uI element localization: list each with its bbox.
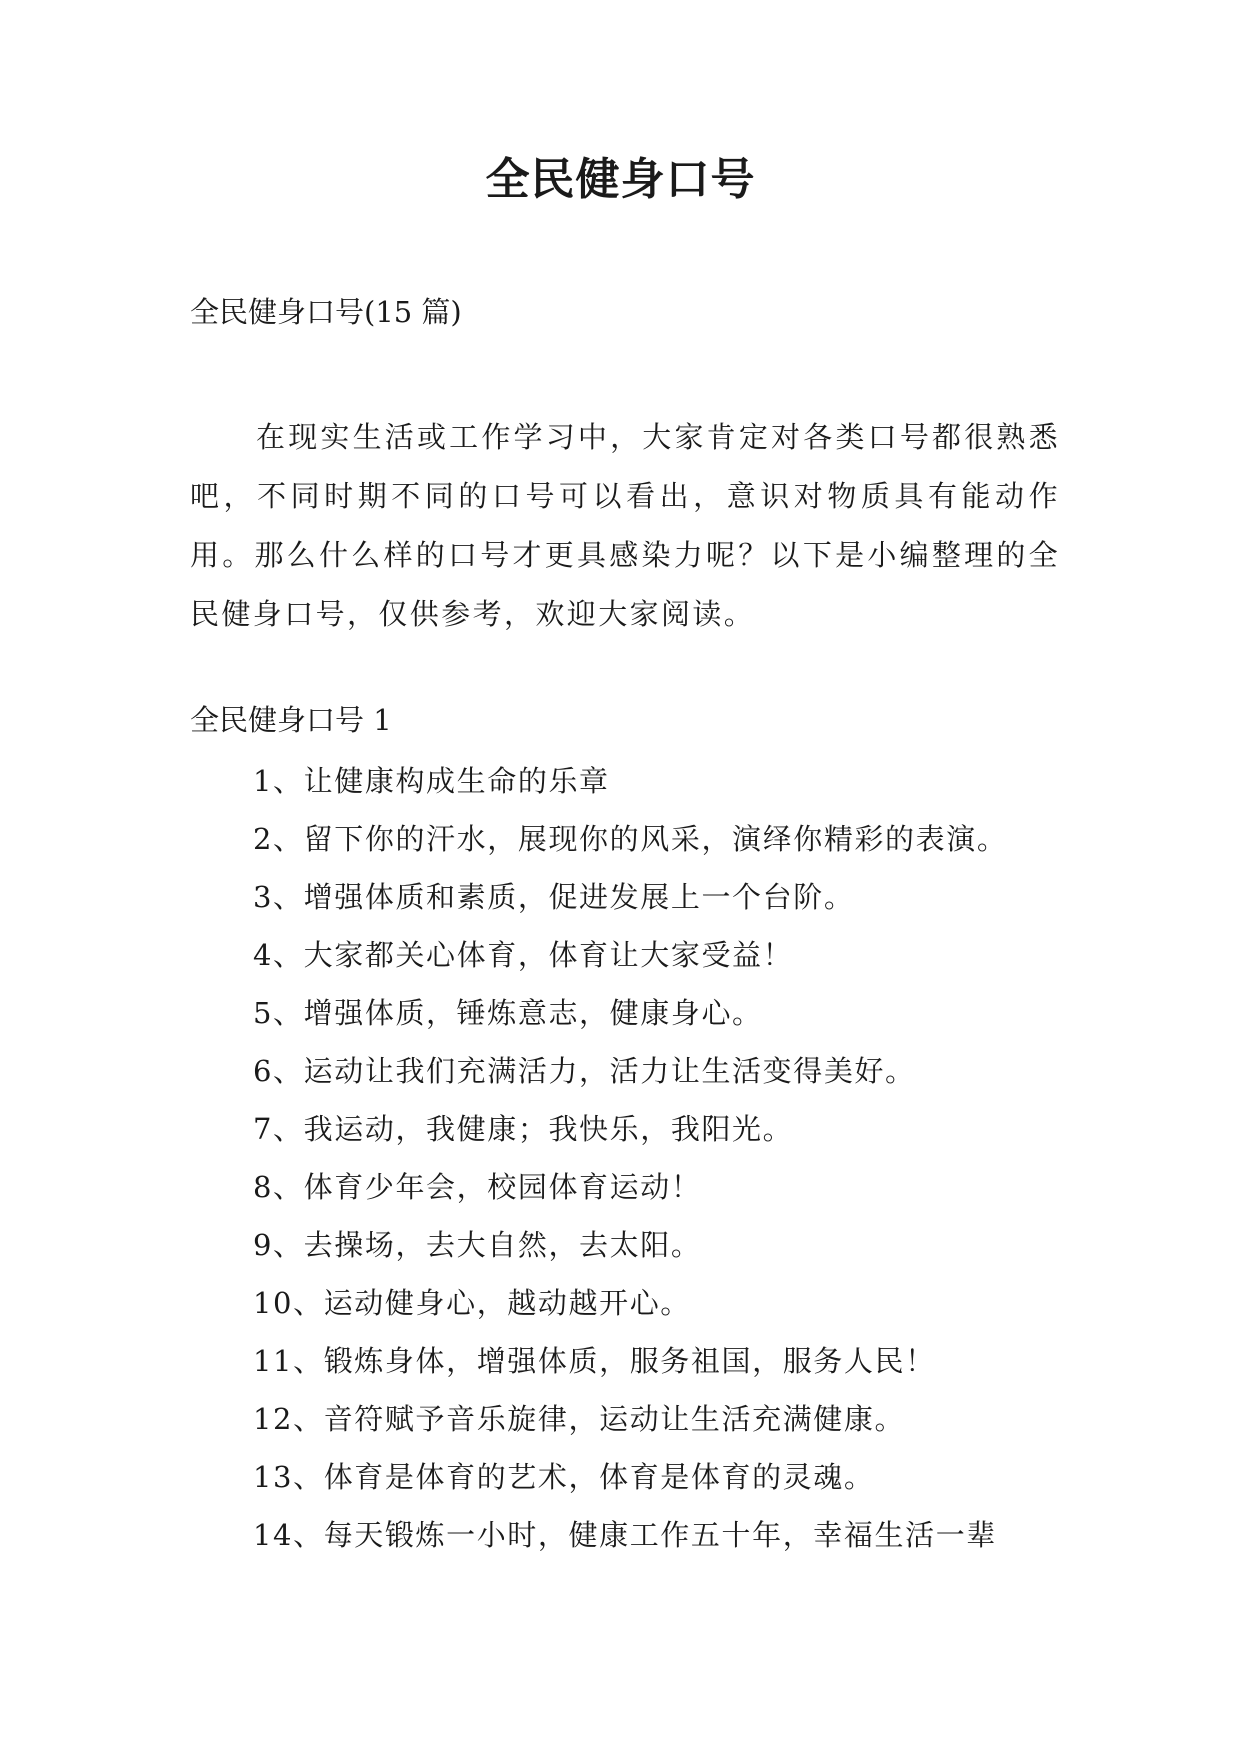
slogan-item: 3、增强体质和素质，促进发展上一个台阶。 bbox=[253, 880, 855, 914]
section-heading: 全民健身口号 1 bbox=[190, 703, 392, 737]
slogan-item: 14、每天锻炼一小时，健康工作五十年，幸福生活一辈 bbox=[253, 1518, 997, 1552]
document-title: 全民健身口号 bbox=[485, 154, 756, 205]
slogan-item: 10、运动健身心，越动越开心。 bbox=[253, 1286, 691, 1320]
slogan-item: 7、我运动，我健康；我快乐，我阳光。 bbox=[253, 1112, 794, 1146]
slogan-item: 5、增强体质，锤炼意志，健康身心。 bbox=[253, 996, 763, 1030]
slogan-item: 9、去操场，去大自然，去太阳。 bbox=[253, 1228, 702, 1262]
slogan-item: 6、运动让我们充满活力，活力让生活变得美好。 bbox=[253, 1054, 916, 1088]
slogan-item: 4、大家都关心体育，体育让大家受益！ bbox=[253, 938, 794, 972]
slogan-list bbox=[253, 752, 1213, 1564]
slogan-item: 11、锻炼身体，增强体质，服务祖国，服务人民！ bbox=[253, 1344, 936, 1378]
slogan-item: 8、体育少年会，校园体育运动！ bbox=[253, 1170, 702, 1204]
slogan-item: 2、留下你的汗水，展现你的风采，演绎你精彩的表演。 bbox=[253, 822, 1008, 856]
intro-paragraph: 在现实生活或工作学习中，大家肯定对各类口号都很熟悉吧，不同时期不同的口号可以看出，意识对物质具有能动作用。那么什么样的口号才更具感染力呢？以下是小编整理的全民健身口号，仅供参考，欢迎大家阅读。 bbox=[190, 420, 1060, 631]
slogan-item: 1、让健康构成生命的乐章 bbox=[253, 764, 610, 798]
slogan-item: 12、音符赋予音乐旋律，运动让生活充满健康。 bbox=[253, 1402, 906, 1436]
slogan-item: 13、体育是体育的艺术，体育是体育的灵魂。 bbox=[253, 1460, 875, 1494]
document-subtitle: 全民健身口号(15 篇) bbox=[190, 295, 462, 329]
